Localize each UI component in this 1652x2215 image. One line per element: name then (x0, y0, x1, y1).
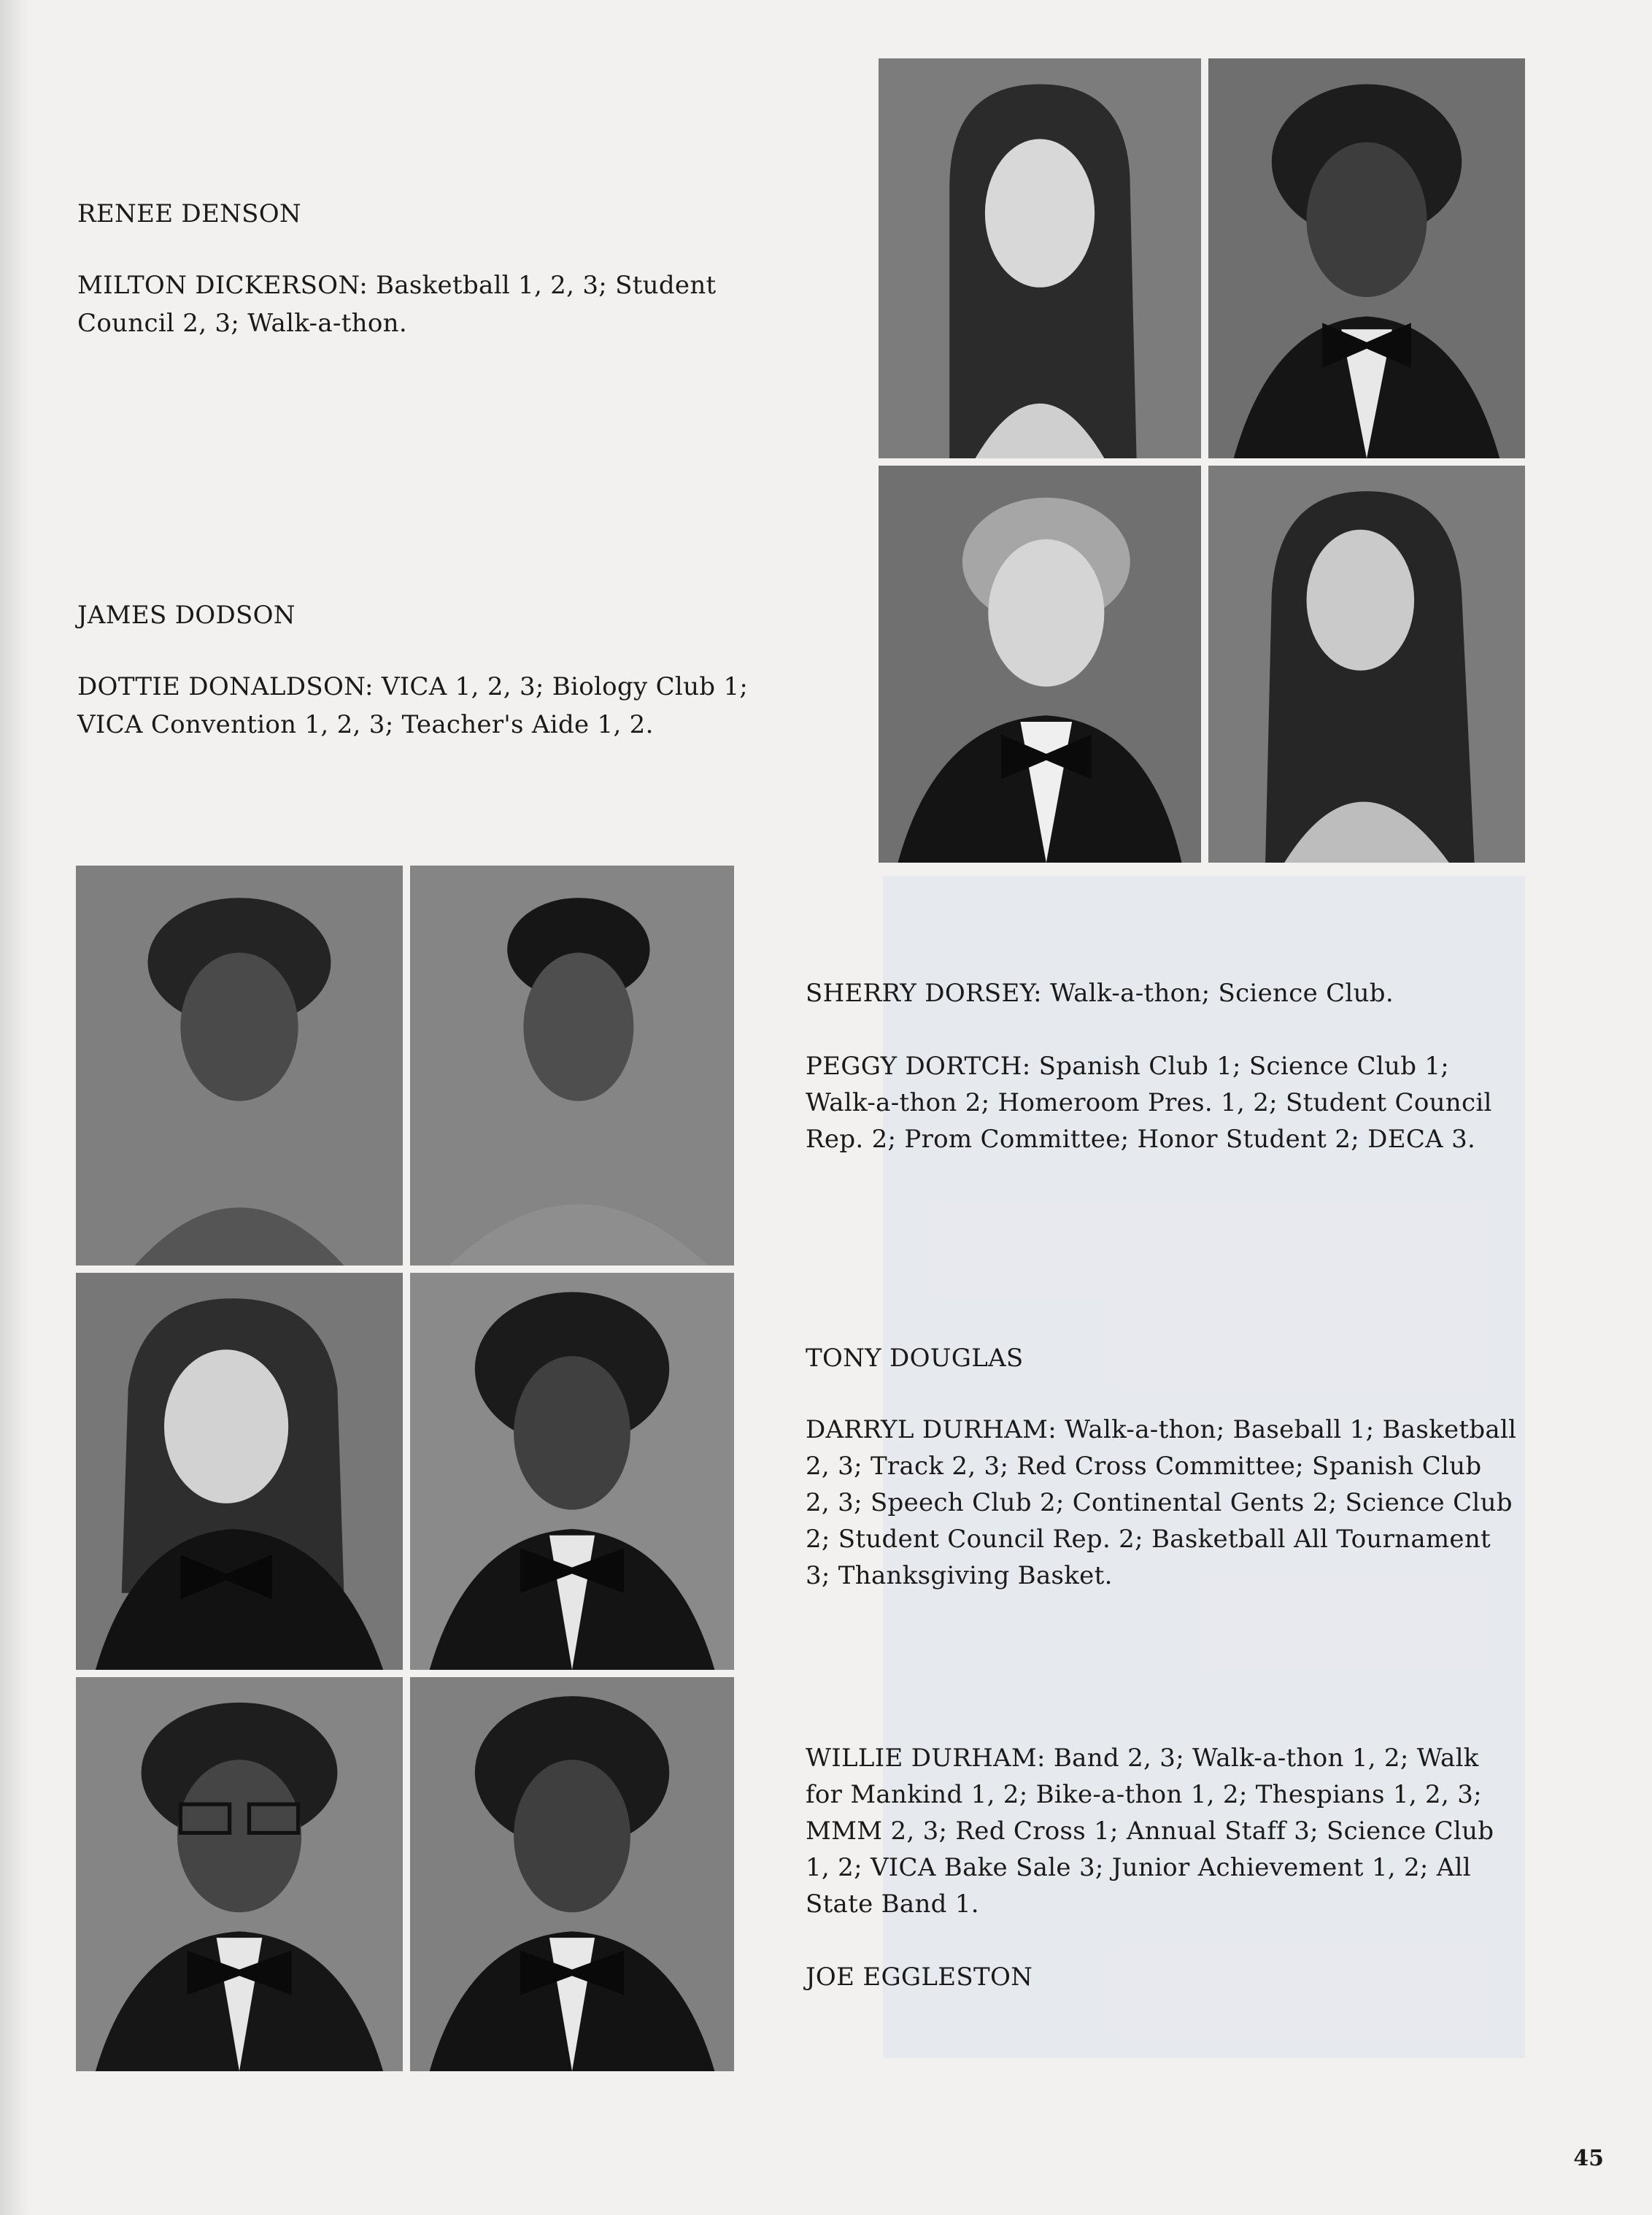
caption-willie-durham-5: State Band 1. (806, 1890, 979, 1919)
caption-tony-douglas: TONY DOUGLAS (806, 1344, 1024, 1373)
portrait-dottie-donaldson (1208, 466, 1525, 863)
portrait-tony-douglas (76, 1273, 403, 1670)
portrait-joe-eggleston (410, 1677, 734, 2071)
caption-dottie-donaldson-1: DOTTIE DONALDSON: VICA 1, 2, 3; Biology Club 1; (77, 672, 749, 701)
portrait-darryl-durham (410, 1273, 734, 1670)
caption-joe-eggleston: JOE EGGLESTON (806, 1962, 1033, 1992)
portrait-willie-durham (76, 1677, 403, 2071)
portrait-milton-dickerson (1208, 58, 1525, 458)
caption-milton-dickerson-2: Council 2, 3; Walk-a-thon. (77, 309, 407, 338)
page-number: 45 (1573, 2146, 1604, 2171)
caption-willie-durham-2: for Mankind 1, 2; Bike-a-thon 1, 2; Thespians 1, 2, 3; (806, 1780, 1482, 1809)
caption-milton-dickerson-1: MILTON DICKERSON: Basketball 1, 2, 3; Student (77, 271, 717, 300)
caption-renee-denson: RENEE DENSON (77, 199, 301, 228)
caption-darryl-durham-3: 2, 3; Speech Club 2; Continental Gents 2; Science Club (806, 1488, 1513, 1517)
caption-peggy-dortch-1: PEGGY DORTCH: Spanish Club 1; Science Club 1; (806, 1052, 1450, 1081)
portrait-renee-denson (879, 58, 1201, 458)
caption-darryl-durham-1: DARRYL DURHAM: Walk-a-thon; Baseball 1; Basketball (806, 1415, 1517, 1444)
caption-willie-durham-1: WILLIE DURHAM: Band 2, 3; Walk-a-thon 1, 2; Walk (806, 1744, 1479, 1773)
caption-darryl-durham-4: 2; Student Council Rep. 2; Basketball All Tournament (806, 1525, 1491, 1554)
caption-peggy-dortch-2: Walk-a-thon 2; Homeroom Pres. 1, 2; Student Council (806, 1088, 1492, 1117)
caption-peggy-dortch-3: Rep. 2; Prom Committee; Honor Student 2; DECA 3. (806, 1125, 1476, 1154)
caption-sherry-dorsey: SHERRY DORSEY: Walk-a-thon; Science Club. (806, 979, 1394, 1008)
page-gutter-shade (0, 0, 29, 2215)
caption-james-dodson: JAMES DODSON (77, 601, 296, 630)
caption-darryl-durham-2: 2, 3; Track 2, 3; Red Cross Committee; Spanish Club (806, 1452, 1482, 1481)
caption-dottie-donaldson-2: VICA Convention 1, 2, 3; Teacher's Aide 1, 2. (77, 710, 654, 739)
caption-willie-durham-4: 1, 2; VICA Bake Sale 3; Junior Achievement 1, 2; All (806, 1853, 1471, 1882)
caption-willie-durham-3: MMM 2, 3; Red Cross 1; Annual Staff 3; Science Club (806, 1817, 1494, 1846)
portrait-james-dodson (879, 466, 1201, 863)
portrait-peggy-dortch (410, 866, 734, 1266)
caption-darryl-durham-5: 3; Thanksgiving Basket. (806, 1561, 1113, 1590)
portrait-sherry-dorsey (76, 866, 403, 1266)
